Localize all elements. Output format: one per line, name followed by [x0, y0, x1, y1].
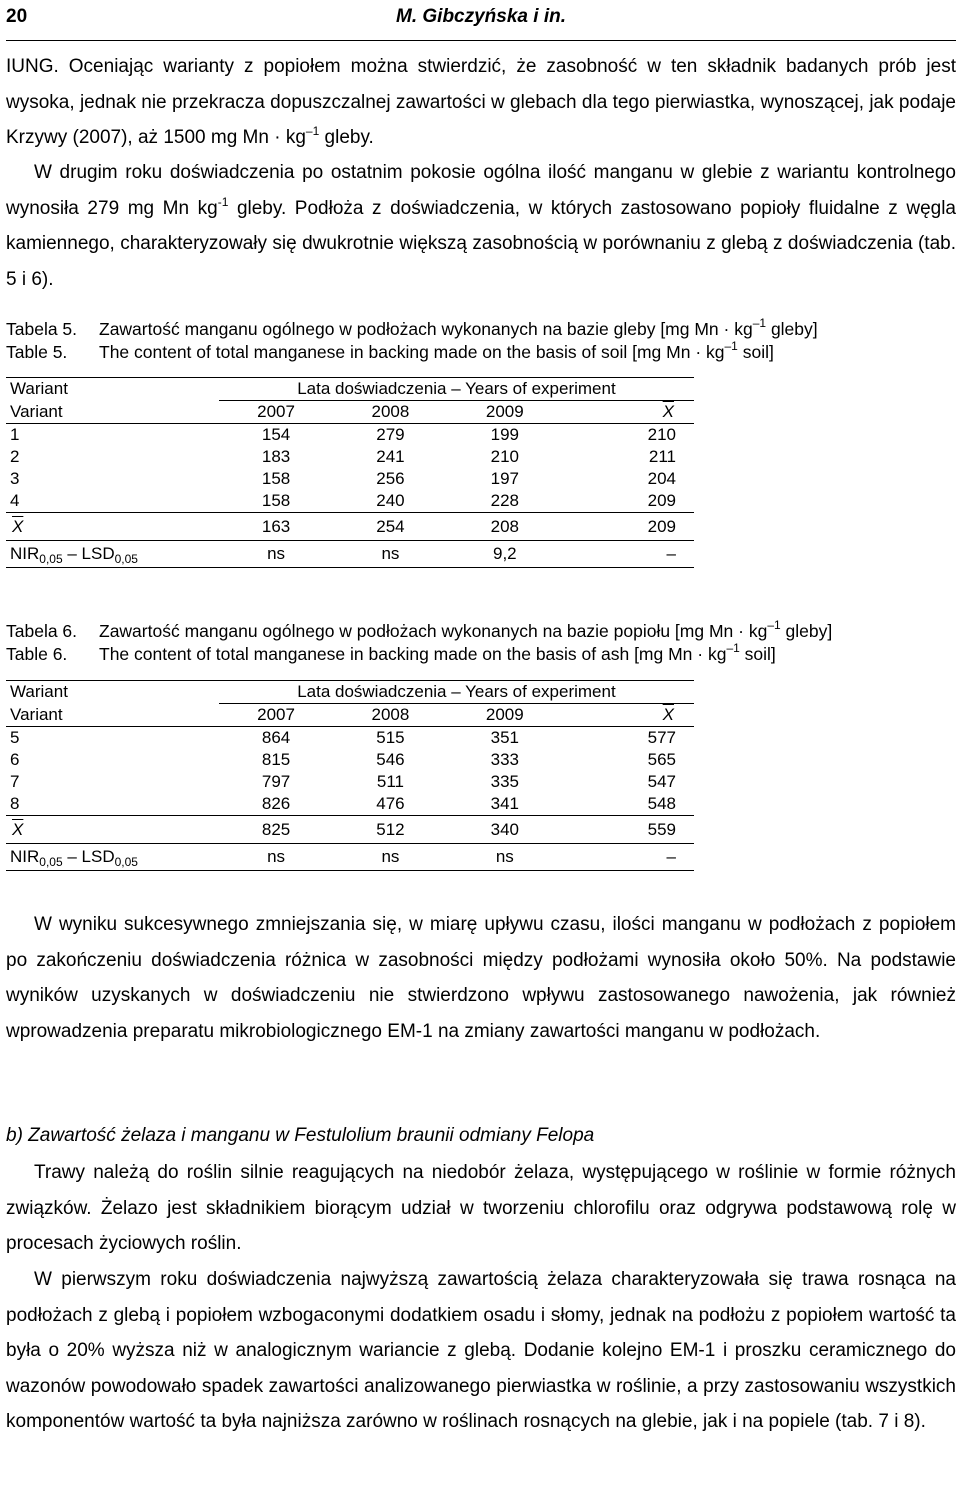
table5-caption: Tabela 5. Zawartość manganu ogólnego w podłożach wykonanych na bazie gleby [mg $Mn \cdot kg^{-1}$ gleby] Table 5. The content of total manganese in backing made on the basis of soil [mg $Mn \cdot kg^{-1}$ soil] — [6, 316, 818, 362]
section-title: b) Zawartość żelaza i manganu w Festulolium braunii odmiany Felopa — [6, 1125, 595, 1146]
nir-row: $NIR_{0,05} - LSD_{0,05}$ ns ns ns – — [6, 844, 694, 871]
table-row: 6 815 546 333 565 — [10, 750, 676, 769]
nir-row: $NIR_{0,05} - LSD_{0,05}$ ns ns 9,2 – — [6, 541, 694, 568]
years-span-header: Lata doświadczenia – Years of experiment — [219, 681, 694, 704]
years-span-header: Lata doświadczenia – Years of experiment — [219, 378, 694, 401]
table6-caption: Tabela 6. Zawartość manganu ogólnego w podłożach wykonanych na bazie popiołu [mg $Mn \cdot kg^{-1}$ gleby] Table 6. The content of total manganese in backing made on the basis of ash [mg $Mn \cdot kg^{-1}$ soil] — [6, 618, 833, 664]
page-number: 20 — [6, 6, 28, 27]
year-header: 2009 — [485, 705, 524, 724]
table-6 — [6, 680, 694, 871]
table-row: 3 158 256 197 204 — [10, 469, 676, 488]
year-header: 2008 — [371, 705, 410, 724]
year-header: 2009 — [485, 402, 524, 421]
table-row: 4 158 240 228 209 — [10, 491, 676, 510]
col-header-variant-pl: Wariant — [6, 681, 219, 704]
mean-row: $\overline{X}$ 163 254 208 209 — [6, 513, 694, 541]
year-header: 2007 — [257, 402, 295, 421]
paragraph-5: W pierwszym roku doświadczenia najwyższą zawartością żelaza charakteryzowała się trawa rosnąca na podłożach z glebą i popiołem wzbogaconymi dodatkiem osadu i słomy, jednak na podłożu z popiołem wartość ta była o 20% wyższa niż w analogicznym wariancie z glebą. Dodanie kolejno EM-1 i proszku ceramicznego do wazonów powodowało spadek zawartości analizowanego pierwiastka w roślinie, a przy zastosowaniu wszystkich komponentów wartość ta była najniższa zarówno w roślinach rosnących na glebie, jak i na popiele (tab. 7 i 8). — [6, 1269, 956, 1432]
col-header-variant-en: Variant — [10, 704, 63, 724]
mean-symbol: $\overline{X}$ — [662, 402, 674, 421]
table-row: 1 154 279 199 210 — [6, 424, 694, 447]
table-row: 7 797 511 335 547 — [10, 772, 676, 791]
col-header-variant-pl: Wariant — [6, 378, 219, 401]
paragraph-4: Trawy należą do roślin silnie reagujących na niedobór żelaza, występującego w roślinie w formie różnych związków. Żelazo jest składnikiem biorącym udział w tworzeniu chlorofilu oraz odgrywa podstawową rolę w procesach życiowych roślin. — [6, 1162, 956, 1254]
paragraph-3: W wyniku sukcesywnego zmniejszania się, w miarę upływu czasu, ilości manganu w podłożach z popiołem po zakończeniu doświadczenia różnica w zasobności między podłożami wynosiła około 50%. Na podstawie wyników uzyskanych w doświadczeniu nie stwierdzono wpływu zastosowanego nawożenia, jak również wprowadzenia preparatu mikrobiologicznego EM-1 na zmiany zawartości manganu w podłożach. — [6, 914, 956, 1042]
page-header — [6, 0, 956, 41]
mean-symbol: $\overline{X}$ — [662, 705, 674, 724]
paragraph-2: W drugim roku doświadczenia po ostatnim pokosie ogólna ilość manganu w glebie z wariantu kontrolnego wynosiła 279 mg Mn $kg^{-1}$ gleby. Podłoża z doświadczenia, w których zastosowano popioły fluidalne z węgla kamiennego, charakteryzowały się dwukrotnie większą zasobnością w porównaniu z glebą z doświadczenia (tab. 5 i 6). — [6, 162, 956, 290]
table-5 — [6, 377, 694, 568]
paragraph-1: IUNG. Oceniając warianty z popiołem można stwierdzić, że zasobność w ten składnik badanych prób jest wysoka, jednak nie przekracza dopuszczalnej zawartości w glebach dla tego pierwiastka, wynoszącej, jak podaje Krzywy (2007), aż 1500 mg $Mn \cdot kg^{-1}$ gleby. — [6, 56, 956, 148]
year-header: 2007 — [257, 705, 295, 724]
col-header-variant-en: Variant — [10, 401, 63, 421]
year-header: 2008 — [371, 402, 410, 421]
mean-row: $\overline{X}$ 825 512 340 559 — [6, 816, 694, 844]
table-row: 2 183 241 210 211 — [10, 447, 676, 466]
table-row: 8 826 476 341 548 — [10, 794, 676, 813]
running-title: M. Gibczyńska i in. — [396, 6, 566, 27]
table-row: 5 864 515 351 577 — [6, 727, 694, 750]
